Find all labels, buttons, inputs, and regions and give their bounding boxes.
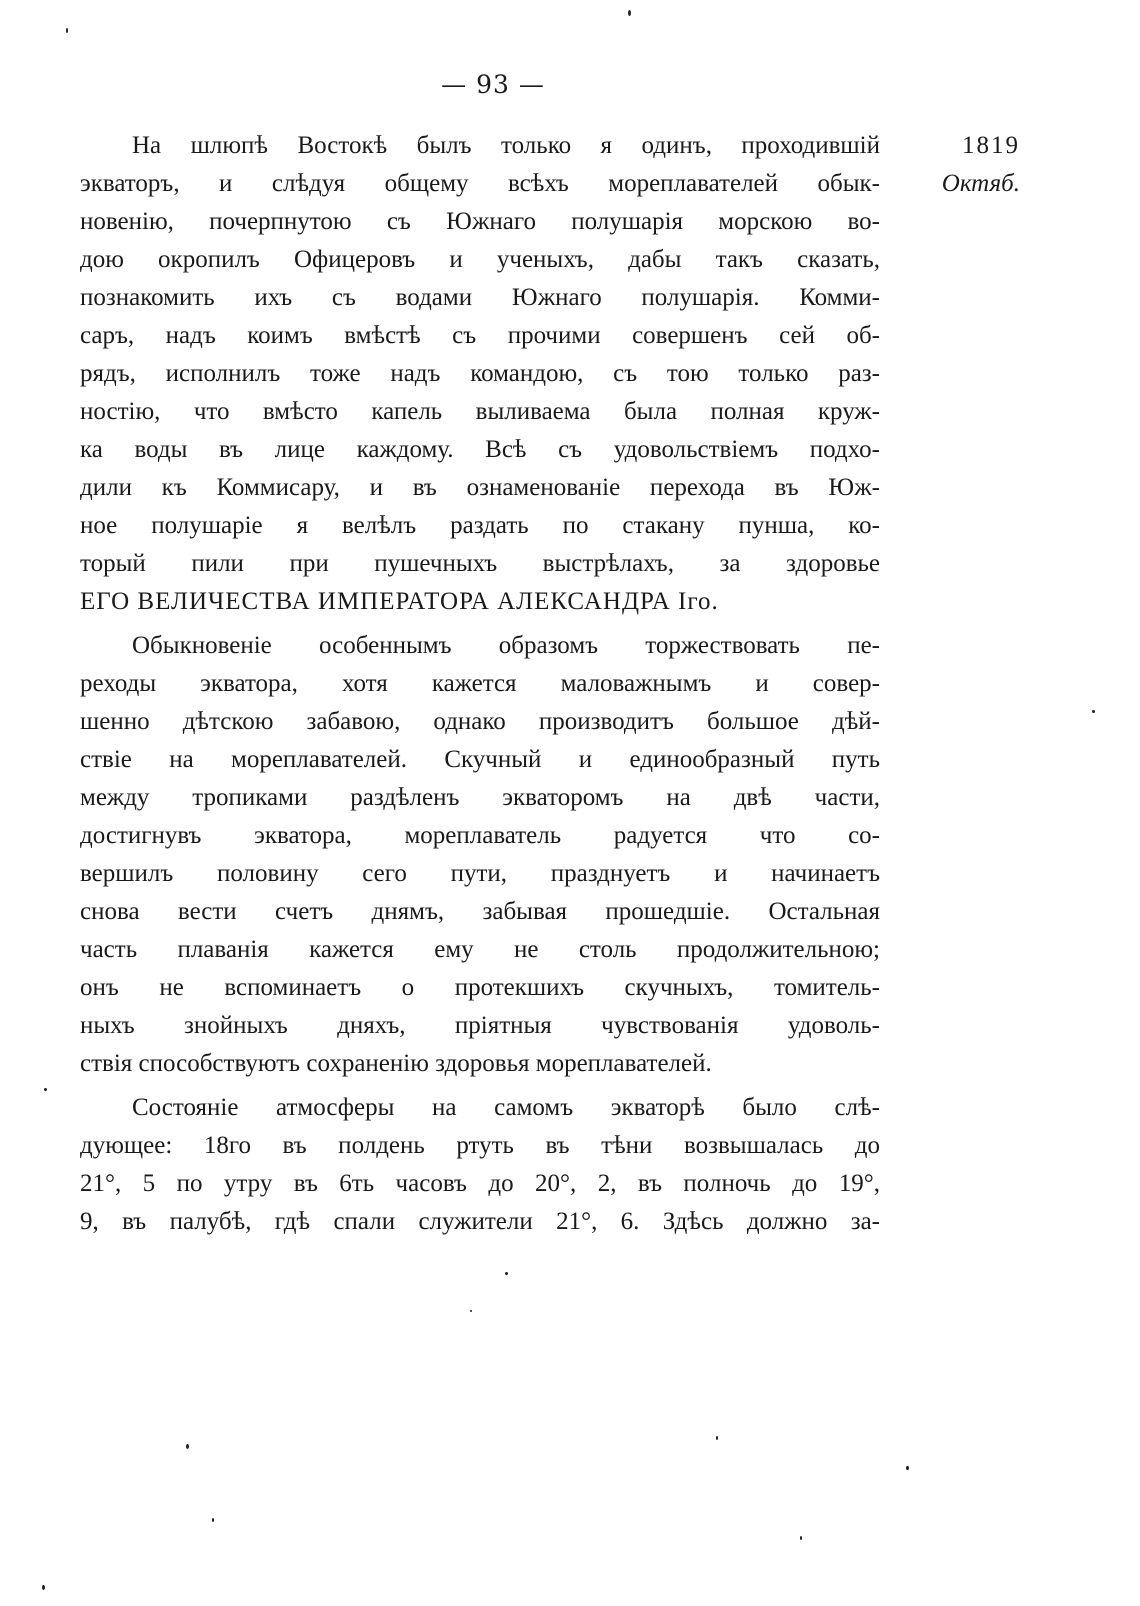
text-line: экваторъ, и слѣдуя общему всѣхъ мореплавателей обык- [80, 170, 880, 197]
margin-year: 1819 [962, 132, 1020, 159]
text-line: снова вести счетъ днямъ, забывая прошедшіе. Остальная [80, 898, 880, 925]
text-line: ЕГО ВЕЛИЧЕСТВА ИМПЕРАТОРА АЛЕКСАНДРА Iго. [80, 588, 719, 615]
scan-speck [1092, 710, 1095, 713]
text-line: онъ не вспоминаетъ о протекшихъ скучныхъ, томитель- [80, 974, 880, 1001]
text-line: ное полушаріе я велѣлъ раздать по стакану пунша, ко- [80, 512, 880, 539]
text-line: ствіе на мореплавателей. Скучный и единообразный путь [80, 746, 880, 773]
scan-speck [44, 1088, 47, 1091]
text-line: рядъ, исполнилъ тоже надъ командою, съ тою только раз- [80, 360, 880, 387]
text-line: ка воды въ лице каждому. Всѣ съ удовольствіемъ подхо- [80, 436, 880, 463]
text-line: шенно дѣтскою забавою, однако производитъ большое дѣй- [80, 708, 880, 735]
text-line: новенію, почерпнутою съ Южнаго полушарія морскою во- [80, 208, 880, 235]
text-line: саръ, надъ коимъ вмѣстѣ съ прочими совершенъ сей об- [80, 322, 880, 349]
text-line: На шлюпѣ Востокѣ былъ только я одинъ, проходившій [132, 132, 880, 159]
margin-month: Октяб. [941, 170, 1020, 197]
scan-speck [628, 10, 631, 16]
text-line: реходы экватора, хотя кажется маловажнымъ и совер- [80, 670, 880, 697]
scan-speck [470, 1310, 472, 1312]
scan-speck [186, 1444, 189, 1449]
scan-speck [66, 28, 68, 33]
text-line: 21°, 5 по утру въ 6ть часовъ до 20°, 2, въ полночь до 19°, [80, 1170, 880, 1197]
scan-speck [906, 1466, 909, 1470]
text-line: дующее: 18го въ полдень ртуть въ тѣни возвышалась до [80, 1132, 880, 1159]
text-line: дили къ Коммисару, и въ ознаменованіе перехода въ Юж- [80, 474, 880, 501]
text-line: 9, въ палубѣ, гдѣ спали служители 21°, 6. Здѣсь должно за- [80, 1208, 880, 1235]
scan-speck [42, 1585, 45, 1590]
text-line: вершилъ половину сего пути, празднуетъ и начинаетъ [80, 860, 880, 887]
page-number: — 93 — [441, 70, 545, 99]
text-line: ствія способствуютъ сохраненію здоровья мореплавателей. [80, 1050, 712, 1077]
scan-speck [212, 1518, 214, 1522]
text-line: Состояніе атмосферы на самомъ экваторѣ было слѣ- [132, 1094, 880, 1121]
text-line: ныхъ знойныхъ дняхъ, пріятныя чувствованія удоволь- [80, 1012, 880, 1039]
text-line: достигнувъ экватора, мореплаватель радуется что со- [80, 822, 880, 849]
text-line: торый пили при пушечныхъ выстрѣлахъ, за здоровье [80, 550, 880, 577]
text-line: дою окропилъ Офицеровъ и ученыхъ, дабы такъ сказать, [80, 246, 880, 273]
text-line: познакомить ихъ съ водами Южнаго полушарія. Комми- [80, 284, 880, 311]
text-line: Обыкновеніе особеннымъ образомъ торжествовать пе- [132, 632, 880, 659]
scan-speck [716, 1436, 718, 1440]
scan-speck [505, 1272, 508, 1275]
text-line: ностію, что вмѣсто капель выливаема была полная круж- [80, 398, 880, 425]
text-line: между тропиками раздѣленъ экваторомъ на двѣ части, [80, 784, 880, 811]
scan-speck [800, 1536, 802, 1540]
text-line: часть плаванія кажется ему не столь продолжительною; [80, 936, 880, 963]
